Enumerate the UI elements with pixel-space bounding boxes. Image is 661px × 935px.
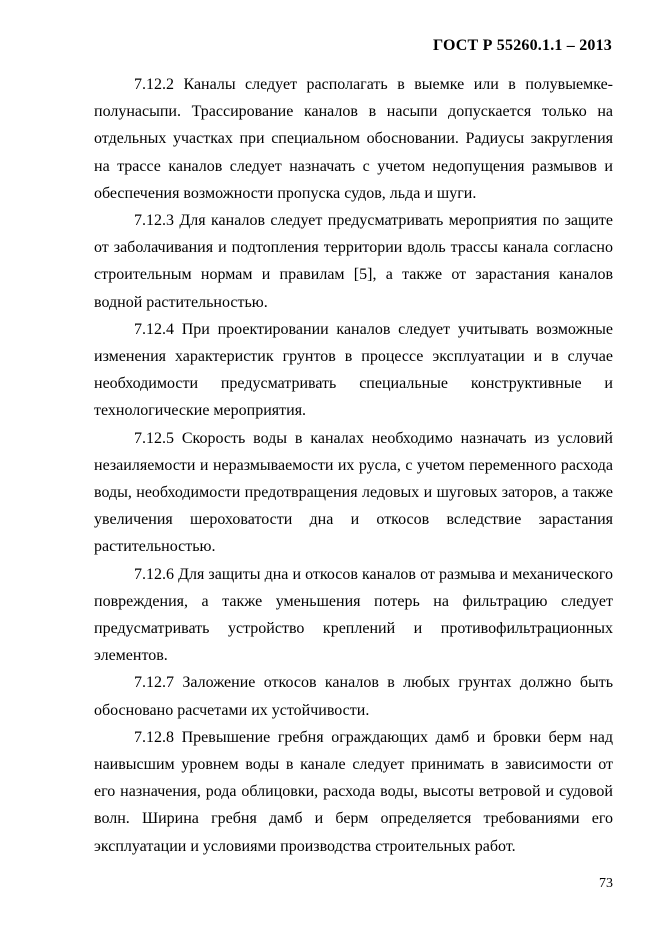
- paragraph-7-12-3: 7.12.3 Для каналов следует предусматривать мероприятия по защите от заболачивания и подтопления территории вдоль трассы канала согласно строительным нормам и правилам [5], а также от зарастания каналов водной растительностью.: [94, 212, 613, 311]
- document-header: [433, 37, 612, 55]
- paragraph-7-12-2: 7.12.2 Каналы следует располагать в выемке или в полувыемке-полунасыпи. Трассирование каналов в насыпи допускается только на отдельных участках при специальном обосновании. Радиусы закругления на трассе каналов следует назначать с учетом недопущения размывов и обеспечения возможности пропуска судов, льда и шуги.: [94, 76, 613, 202]
- document-id: ГОСТ Р 55260.1.1 – 2013: [432, 37, 612, 54]
- paragraph-7-12-8: 7.12.8 Превышение гребня ограждающих дамб и бровки берм над наивысшим уровнем воды в канале следует принимать в зависимости от его назначения, рода облицовки, расхода воды, высоты ветровой и судовой волн. Ширина гребня дамб и берм определяется требованиями его эксплуатации и условиями производства строительных работ.: [94, 728, 613, 855]
- paragraph-7-12-7: 7.12.7 Заложение откосов каналов в любых грунтах должно быть обосновано расчетами их устойчивости.: [94, 674, 613, 719]
- paragraph-7-12-4: 7.12.4 При проектировании каналов следует учитывать возможные изменения характеристик грунтов в процессе эксплуатации и в случае необходимости предусматривать специальные конструктивные и технологические мероприятия.: [94, 320, 613, 420]
- paragraph-7-12-5: 7.12.5 Скорость воды в каналах необходимо назначать из условий незаиляемости и неразмываемости их русла, с учетом переменного расхода воды, необходимости предотвращения ледовых и шуговых заторов, а также увеличения шероховатости дна и откосов вследствие зарастания растительностью.: [94, 429, 613, 556]
- page-number: 73: [599, 876, 613, 891]
- document-body: [94, 71, 613, 860]
- paragraph-7-12-6: 7.12.6 Для защиты дна и откосов каналов от размыва и механического повреждения, а также уменьшения потерь на фильтрацию следует предусматривать устройство креплений и противофильтрационных элементов.: [94, 565, 613, 665]
